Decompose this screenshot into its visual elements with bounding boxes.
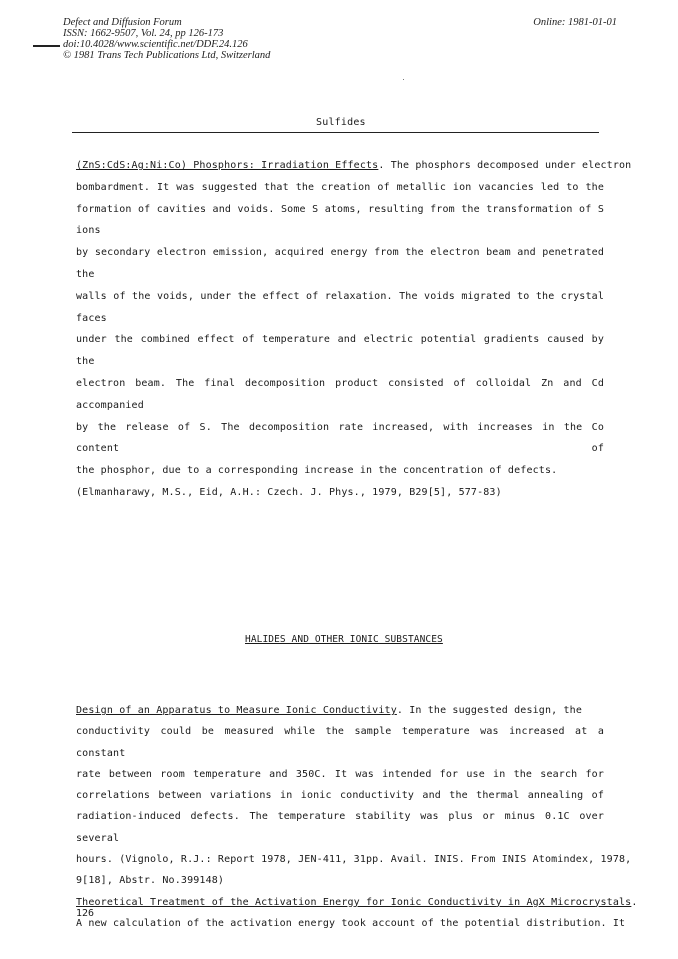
entry-text: . In the suggested design, the: [396, 705, 582, 716]
copyright-line: © 1981 Trans Tech Publications Ltd, Switzerland: [63, 50, 271, 61]
journal-name: Defect and Diffusion Forum: [63, 17, 182, 28]
section-rule: [72, 132, 599, 133]
entry-title: (ZnS:CdS:Ag:Ni:Co) Phosphors: Irradiation Effects: [76, 160, 379, 171]
entry-line: radiation-induced defects. The temperature stability was plus or minus 0.1C over several: [76, 811, 604, 844]
halides-entries: [76, 700, 638, 934]
issn-line: ISSN: 1662-9507, Vol. 24, pp 126-173: [63, 28, 224, 39]
entry-line: hours. (Vignolo, R.J.: Report 1978, JEN-411, 31pp. Avail. INIS. From INIS Atomindex, 1978,: [76, 854, 632, 866]
entry-line: A new calculation of the activation energy took account of the potential distribution. It: [76, 917, 626, 929]
entry-line: formation of cavities and voids. Some S atoms, resulting from the transformation of S ions: [76, 203, 604, 237]
halides-section-title: HALIDES AND OTHER IONIC SUBSTANCES: [245, 634, 443, 645]
journal-header: [63, 17, 270, 61]
entry-line: by the release of S. The decomposition rate increased, with increases in the Co content of: [76, 421, 604, 455]
entry-line: walls of the voids, under the effect of relaxation. The voids migrated to the crystal faces: [76, 290, 604, 324]
entry-first-line: [76, 155, 632, 177]
entry-line: rate between room temperature and 350C. It was intended for use in the search for: [76, 768, 604, 780]
entry-line: by secondary electron emission, acquired energy from the electron beam and penetrated the: [76, 247, 604, 280]
section-title: Sulfides: [316, 117, 366, 128]
entry-line: electron beam. The final decomposition product consisted of colloidal Zn and Cd accompanied: [76, 377, 604, 411]
entry-citation: (Elmanharawy, M.S., Eid, A.H.: Czech. J. Phys., 1979, B29[5], 577-83): [76, 486, 502, 498]
entry-line: the phosphor, due to a corresponding increase in the concentration of defects.: [76, 465, 558, 477]
entry-citation: 9[18], Abstr. No.399148): [76, 875, 225, 887]
entry-line: correlations between variations in ionic conductivity and the thermal annealing of: [76, 790, 604, 802]
scan-speck: [403, 79, 404, 80]
entry-title: Theoretical Treatment of the Activation Energy for Ionic Conductivity in AgX Microcrystals: [76, 896, 632, 908]
entry-line: bombardment. It was suggested that the creation of metallic ion vacancies led to the: [76, 181, 604, 193]
online-date: Online: 1981-01-01: [533, 17, 617, 28]
page-number: 126: [76, 908, 95, 919]
doi-line[interactable]: doi:10.4028/www.scientific.net/DDF.24.126: [63, 39, 248, 50]
entry-line: under the combined effect of temperature and electric potential gradients caused by the: [76, 334, 604, 368]
entry-line: conductivity could be measured while the sample temperature was increased at a constant: [76, 726, 604, 759]
entry-first-line: [76, 700, 604, 721]
sulfides-entry: [76, 155, 632, 504]
doi-marker-rule: [33, 45, 60, 47]
entry-text: . The phosphors decomposed under electron: [378, 160, 632, 171]
entry-text: .: [631, 896, 638, 908]
entry-title: Design of an Apparatus to Measure Ionic Conductivity: [76, 705, 397, 716]
entry-first-line: [76, 892, 638, 913]
